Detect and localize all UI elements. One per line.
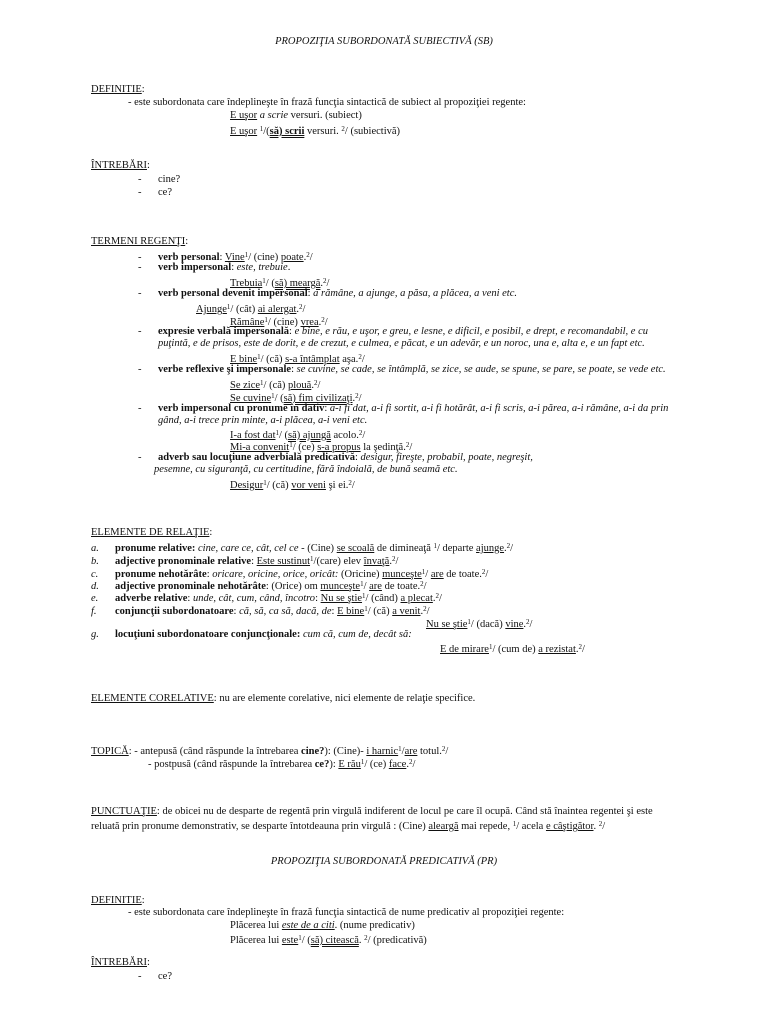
regent-term-example: Se zice$^1$/ (că) plouă.$^2$/ [230,379,321,391]
pr-questions-heading-row: ÎNTREBĂRI: [91,957,150,968]
sb-title: PROPOZIŢIA SUBORDONATĂ SUBIECTIVĂ (SB) [275,36,493,47]
sb-correlative-heading: ELEMENTE CORELATIVE [91,693,214,704]
regent-term-item: - verb impersonal: este, trebuie. [138,262,291,273]
sb-punctuation-row-1: PUNCTUAŢIE: de obicei nu de desparte de regentă prin virgulă indiferent de locul pe care îl ocupă. Când stă înaintea regentei şi este [91,806,653,817]
regent-term-item: - verb personal: Vine$^1$/ (cine) poate.$^2$/ [138,251,313,263]
sb-question-item: - ce? [138,187,172,198]
relation-example: Nu se ştie$^1$/ (dacă) vine.$^2$/ [426,618,533,630]
sb-questions-heading-row: ÎNTREBĂRI: [91,160,150,171]
regent-term-continuation: puţintă, e de prisos, este de dorit, e de crezut, e culmea, e păcat, e un adevăr, e un noroc, una e, alta e, e un fapt etc. [158,338,645,349]
regent-term-continuation: pesemne, cu siguranţă, cu certitudine, fără îndoială, de bună seamă etc. [154,464,458,475]
sb-relation-heading-row: ELEMENTE DE RELAŢIE: [91,527,213,538]
regent-term-example: Ajunge$^1$/ (cât) ai alergat.$^2$/ [196,303,306,315]
relation-item: d. adjective pronominale nehotărâte: (Orice) om munceşte$^1$/ are de toate.$^2$/ [91,580,427,592]
relation-item: g. locuţiuni subordonatoare conjuncţionale: cum că, cum de, decât să: [91,629,412,640]
pr-definition-heading: DEFINITIE [91,895,142,906]
sb-questions-heading: ÎNTREBĂRI [91,160,147,171]
sb-punctuation-heading: PUNCTUAŢIE [91,806,157,817]
sb-topic-row-1: TOPICĂ: - antepusă (când răspunde la întrebarea cine?): (Cine)- i harnic$^1$/are totul.$^2$/ [91,745,449,757]
pr-question-item: - ce? [138,971,172,982]
regent-term-example: Mi-a convenit$^1$/ (ce) s-a propus la şedinţă.$^2$/ [230,441,413,453]
regent-term-example: Trebuia$^1$/ (să) meargă.$^2$/ [230,277,330,289]
relation-example: E de mirare$^1$/ (cum de) a rezistat.$^2$/ [440,643,585,655]
regent-term-example: Se cuvine$^1$/ (să) fim civilizaţi.$^2$/ [230,392,362,404]
regent-term-example: Desigur$^1$/ (că) vor veni şi ei.$^2$/ [230,479,355,491]
regent-term-item: - verbe reflexive şi impersonale: se cuvine, se cade, se întâmplă, se zice, se aude, se spune, se pare, se poate, se vede etc. [138,364,666,375]
regent-term-example: E bine$^1$/ (că) s-a întâmplat aşa.$^2$/ [230,353,365,365]
pr-definition-text: - este subordonata care îndeplineşte în frază funcţia sintactică de nume predicativ al propoziţiei regente: [128,907,565,918]
sb-example-1: E uşor a scrie versuri. (subiect) [230,110,362,121]
sb-regent-terms-heading: TERMENI REGENŢI [91,236,186,247]
sb-definition-heading: DEFINITIE [91,84,142,95]
pr-definition-block: DEFINITIE: [91,895,145,906]
regent-term-item: - expresie verbală impersonală: e bine, e rău, e uşor, e greu, e lesne, e dificil, e posibil, e drept, e recomandabil, e cu [138,326,649,337]
sb-punctuation-row-2: reluată prin pronume demonstrativ, se desparte întotdeauna prin virgulă : (Cine) aleargă mai repede, $^1$/ acela e câştigător. $^2$/ [91,820,606,832]
sb-definition-block: DEFINITIE: [91,84,145,95]
sb-topic-row-2: - postpusă (când răspunde la întrebarea ce?): E rău$^1$/ (ce) face.$^2$/ [148,758,416,770]
sb-definition-text: - este subordonata care îndeplineşte în frază funcţia sintactică de subiect al propoziţiei regente: [128,97,526,108]
relation-item: e. adverbe relative: unde, cât, cum, când, încotro: Nu se ştie$^1$/ (când) a plecat.$^2$/ [91,592,442,604]
pr-questions-heading: ÎNTREBĂRI [91,957,147,968]
sb-relation-heading: ELEMENTE DE RELAŢIE [91,527,210,538]
regent-term-continuation: gând, a-i trece prin minte, a-i plăcea, a-i veni etc. [158,415,368,426]
regent-term-item: - verb personal devenit impersonal: a rămâne, a ajunge, a păsa, a plăcea, a veni etc. [138,288,518,299]
pr-example-1: Plăcerea lui este de a citi. (nume predicativ) [230,920,415,931]
sb-question-item: - cine? [138,174,181,185]
sb-example-2: E uşor $^1$/(să) scrii versuri. $^2$/ (subiectivă) [230,125,401,137]
pr-example-2: Plăcerea lui este$^1$/ (să) citească. $^2$/ (predicativă) [230,934,427,946]
relation-item: a. pronume relative: cine, care ce, cât, cel ce - (Cine) se scoală de dimineaţă $^1$/ departe ajunge.$^2$/ [91,542,514,554]
sb-regent-terms-heading-row: TERMENI REGENŢI: [91,236,189,247]
relation-item: f. conjuncţii subordonatoare: că, să, ca să, dacă, de: E bine$^1$/ (că) a venit.$^2$/ [91,605,430,617]
regent-term-item: - verb impersonal cu pronume în dativ: a-i fi dat, a-i fi sortit, a-i fi hotărât, a-i fi scris, a-i părea, a-i rămâne, a-i da prin [138,403,669,414]
regent-term-example: I-a fost dat$^1$/ (să) ajungă acolo.$^2$/ [230,429,366,441]
relation-item: b. adjective pronominale relative: Este sustinut$^1$/(care) elev învaţă.$^2$/ [91,555,399,567]
relation-item: c. pronume nehotărâte: oricare, oricine, orice, oricât: (Oricine) munceşte$^1$/ are de toate.$^2$/ [91,568,489,580]
regent-term-example: Rămâne$^1$/ (cine) vrea.$^2$/ [230,316,328,328]
sb-correlative-row: ELEMENTE CORELATIVE: nu are elemente corelative, nici elemente de relaţie specifice. [91,693,476,704]
regent-term-item: - adverb sau locuţiune adverbială predicativă: desigur, fireşte, probabil, poate, negreşit, [138,452,533,463]
pr-title: PROPOZIŢIA SUBORDONATĂ PREDICATIVĂ (PR) [270,856,498,867]
sb-topic-heading: TOPICĂ [91,746,129,757]
